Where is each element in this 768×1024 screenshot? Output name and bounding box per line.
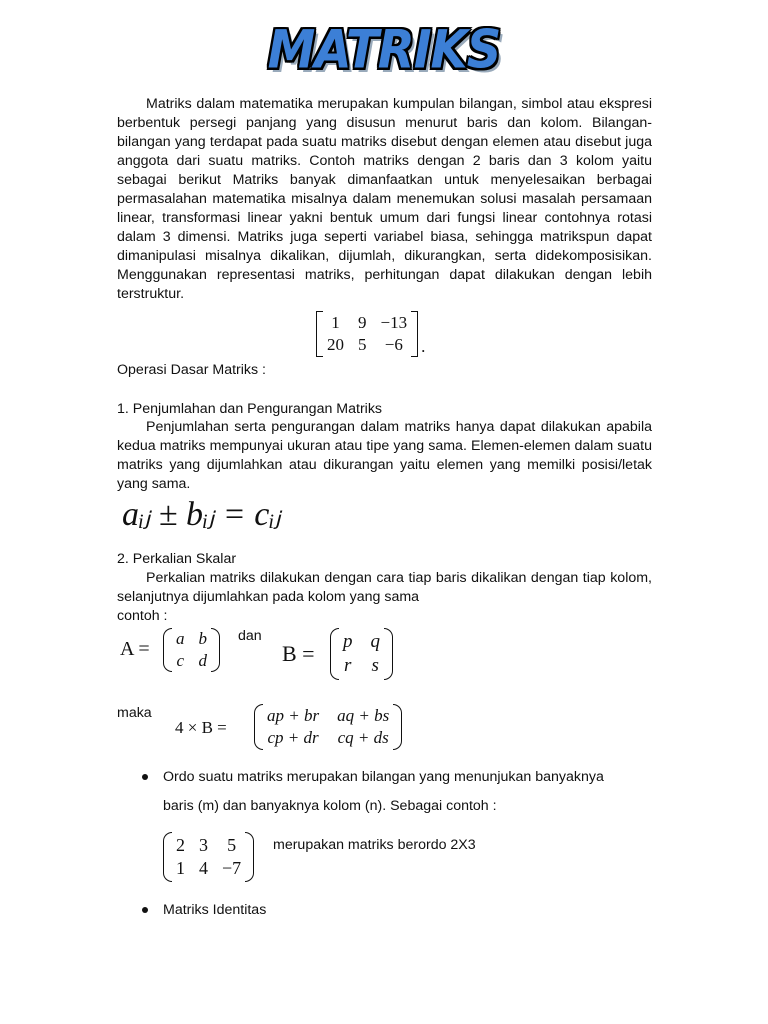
bullet2-text: Matriks Identitas bbox=[163, 902, 267, 918]
order-caption: merupakan matriks berordo 2X3 bbox=[273, 837, 476, 853]
matrix-b bbox=[330, 628, 393, 680]
bullet1-line1: Ordo suatu matriks merupakan bilangan yang menunjukan banyaknya bbox=[163, 769, 604, 785]
matrix-period: . bbox=[421, 337, 426, 356]
matrix-a bbox=[163, 628, 220, 672]
matrix-cell: 5 bbox=[227, 835, 237, 855]
matrix-cell: b bbox=[198, 629, 207, 648]
page-title: MATRIKS bbox=[267, 19, 501, 81]
addition-formula: aᵢⱼ ± bᵢⱼ = cᵢⱼ bbox=[122, 496, 281, 533]
bullet-icon bbox=[142, 907, 148, 913]
matrix-cell: −6 bbox=[384, 335, 403, 354]
matrix-cell: 2 bbox=[176, 835, 185, 855]
bullet1-line2: baris (m) dan banyaknya kolom (n). Sebagai contoh : bbox=[163, 798, 497, 814]
dan-label: dan bbox=[238, 628, 262, 644]
matrix-cell: a bbox=[176, 629, 185, 648]
matrix-cell: −13 bbox=[380, 313, 408, 332]
matrix-cell: 1 bbox=[176, 858, 185, 878]
order-matrix bbox=[163, 832, 254, 882]
matrix-cell: 20 bbox=[327, 335, 344, 354]
matrix-cell: 5 bbox=[358, 335, 367, 354]
matrix-cell: r bbox=[344, 655, 352, 676]
example-matrix bbox=[316, 311, 425, 357]
operations-heading: Operasi Dasar Matriks : bbox=[117, 362, 267, 378]
maka-label: maka bbox=[117, 705, 152, 721]
matrix-b-label: B = bbox=[282, 641, 315, 666]
section1-body: Penjumlahan serta pengurangan dalam matriks hanya dapat dilakukan apabila kedua matriks mempunyai ukuran atau tipe yang sama. Elemen-elemen dalam suatu matriks yang dijumlahkan atau dikurangan yaitu elemen yang memilki posisi/letak yang sama. bbox=[117, 419, 652, 492]
matrix-cell: 1 bbox=[331, 313, 340, 332]
matrix-cell: −7 bbox=[222, 858, 242, 878]
matrix-cell: s bbox=[371, 655, 379, 676]
product-matrix bbox=[254, 704, 402, 750]
bullet-icon bbox=[142, 774, 148, 780]
matrix-cell: aq + bs bbox=[337, 706, 390, 725]
section2-heading: 2. Perkalian Skalar bbox=[117, 551, 237, 567]
matrix-cell: cq + ds bbox=[337, 728, 389, 747]
matrix-cell: p bbox=[343, 631, 353, 652]
product-label: 4 × B = bbox=[175, 718, 227, 737]
matrix-cell: 3 bbox=[199, 835, 208, 855]
matrix-cell: cp + dr bbox=[267, 728, 319, 747]
intro-paragraph: Matriks dalam matematika merupakan kumpulan bilangan, simbol atau ekspresi berbentuk persegi panjang yang disusun menurut baris dan kolom. Bilangan-bilangan yang terdapat pada suatu matriks disebut dengan elemen atau disebut juga anggota dari suatu matriks. Contoh matriks dengan 2 baris dan 3 kolom yaitu sebagai berikut Matriks banyak dimanfaatkan untuk menyelesaikan berbagai permasalahan matematika misalnya dalam menemukan solusi masalah persamaan linear, transformasi linear yakni bentuk umum dari fungsi linear contohnya rotasi dalam 3 dimensi. Matriks juga seperti variabel biasa, sehingga matrikspun dapat dimanipulasi misalnya dikalikan, dijumlah, dikurangkan, serta didekomposisikan. Menggunakan representasi matriks, perhitungan dapat dilakukan dengan lebih terstruktur. bbox=[117, 96, 652, 302]
matrix-cell: d bbox=[198, 651, 207, 670]
section1-heading: 1. Penjumlahan dan Pengurangan Matriks bbox=[117, 401, 383, 417]
matrix-cell: ap + br bbox=[267, 706, 320, 725]
matrix-cell: q bbox=[370, 631, 380, 652]
section2-body: Perkalian matriks dilakukan dengan cara tiap baris dikalikan dengan tiap kolom, selanjutnya dijumlahkan pada kolom yang sama bbox=[117, 570, 652, 605]
matrix-a-label: A = bbox=[120, 638, 150, 660]
matrix-cell: c bbox=[176, 651, 185, 670]
matrix-cell: 9 bbox=[358, 313, 367, 332]
matrix-cell: 4 bbox=[199, 858, 208, 878]
contoh-label: contoh : bbox=[117, 608, 168, 624]
